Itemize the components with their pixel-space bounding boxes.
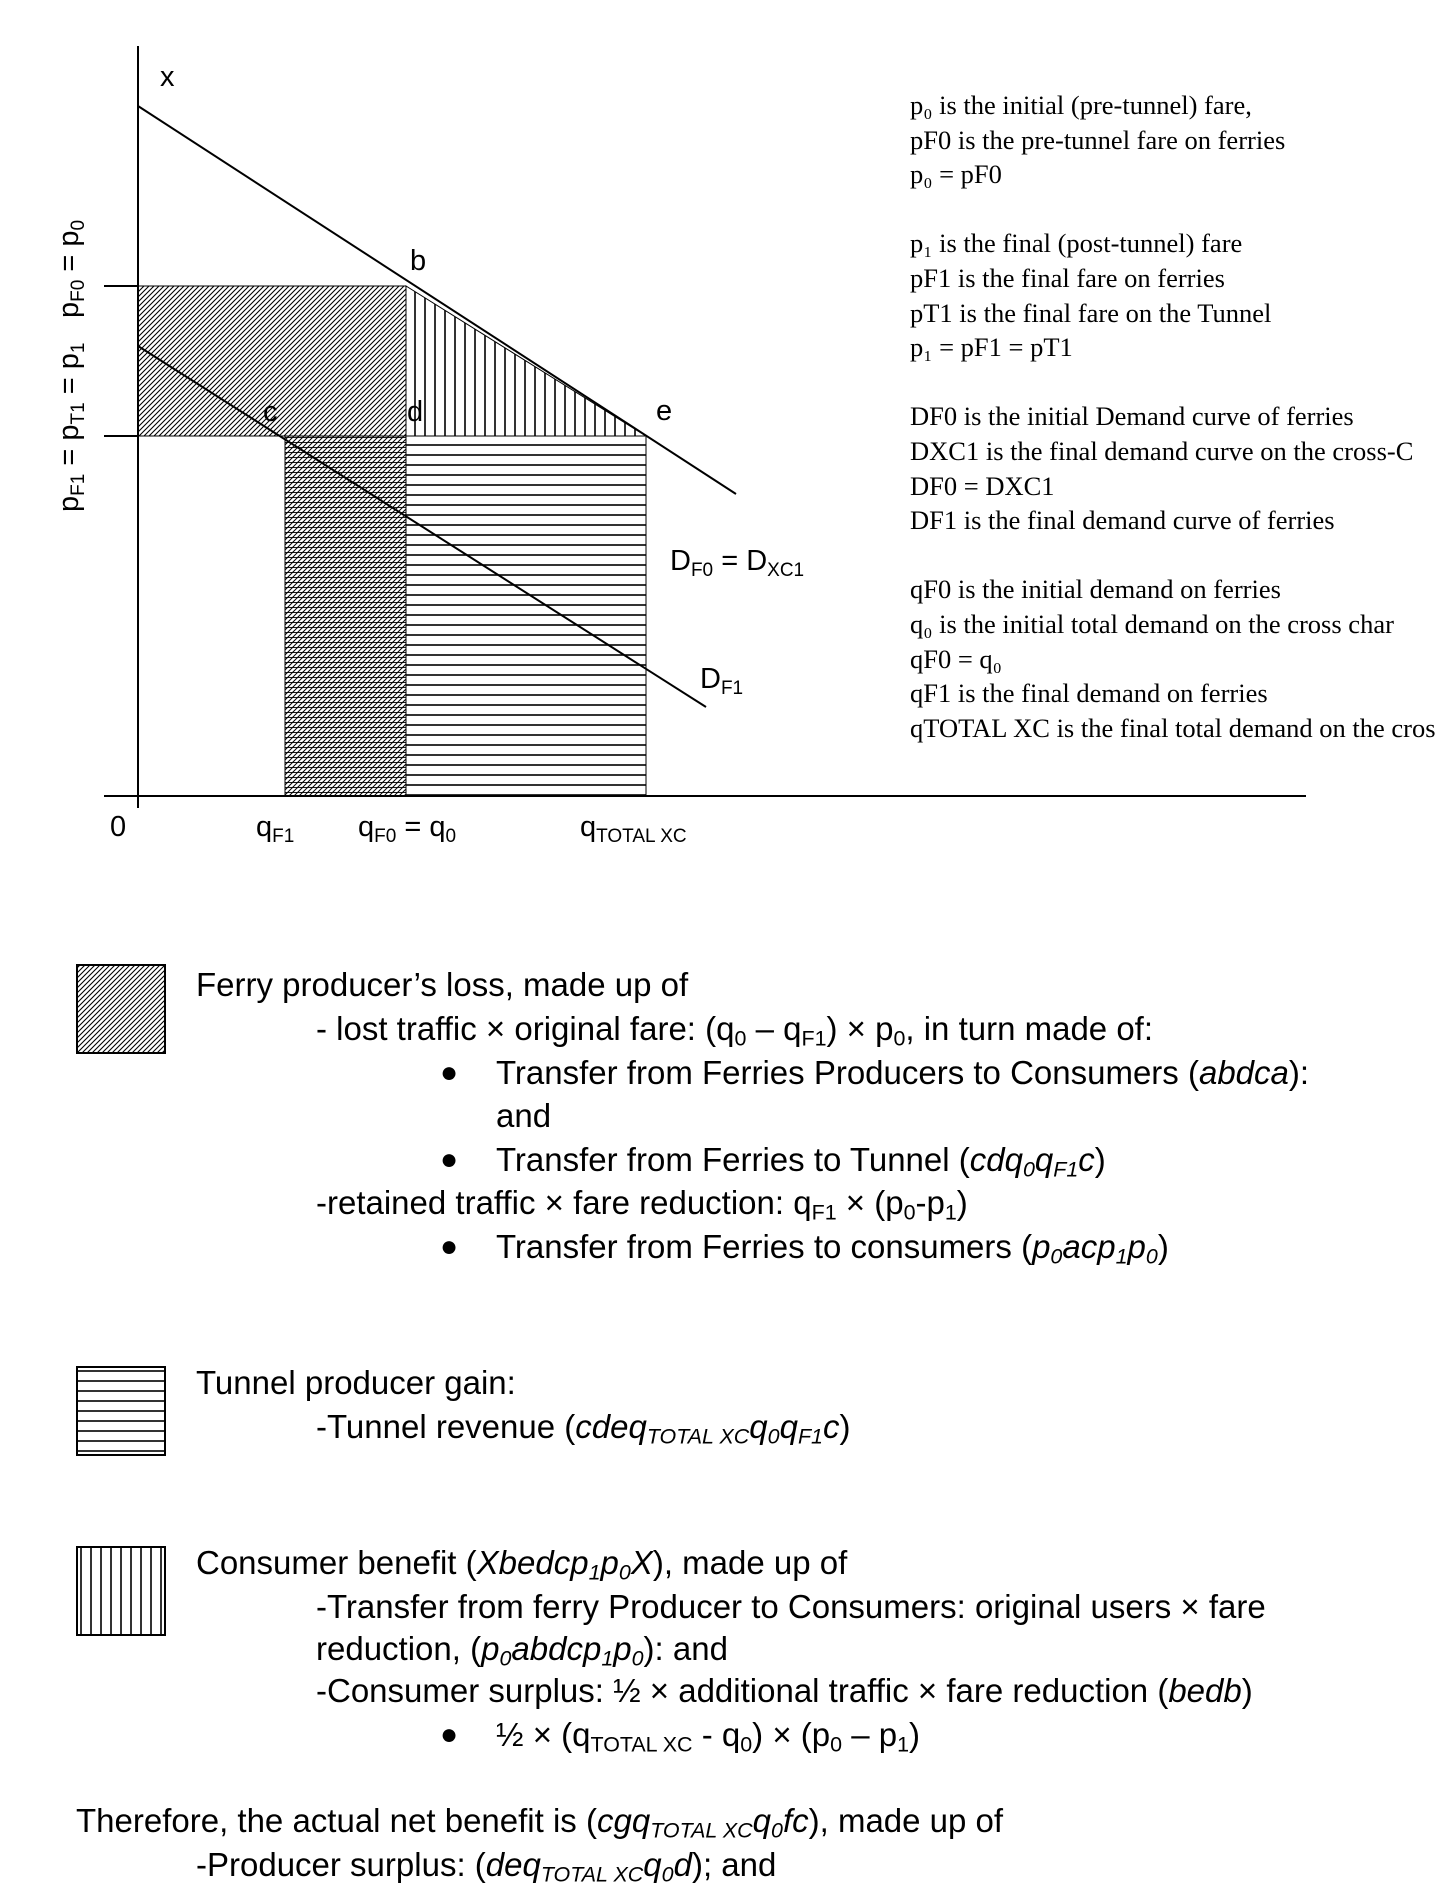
consumer-benefit-bullet-formula: ½ × $(q_{TOTAL XC} - q_0) \times (p_0 - p_1)$ [496, 1716, 921, 1757]
ferry-loss-bullet-2: Transfer from Ferries to Tunnel $(cdq_0q_{F1}c)$ [496, 1141, 1106, 1182]
producer-surplus-line: -Producer surplus: $(deq_{TOTAL XC}q_0d)$; and [196, 1846, 777, 1887]
definition-line: p₁ = pF1 = pT1 [910, 332, 1073, 363]
definition-line: p₀ is the initial (pre-tunnel) fare, [910, 90, 1252, 120]
definition-line: pT1 is the final fare on the Tunnel [910, 297, 1272, 328]
definition-line: pF0 is the pre-tunnel fare on ferries [910, 124, 1286, 155]
origin-label: 0 [110, 811, 127, 843]
consumer-benefit-surplus-line: -Consumer surplus: ½ × additional traffic × fare reduction (bedb) [316, 1672, 1253, 1709]
tunnel-gain-swatch [76, 1366, 166, 1456]
definitions-group-fares-final [910, 226, 1456, 364]
definition-line: DF0 = DXC1 [910, 470, 1055, 501]
definition-line: DXC1 is the final demand curve on the cross-C [910, 435, 1414, 466]
definition-line: qF1 is the final demand on ferries [910, 678, 1268, 709]
consumer-benefit-transfer-line: -Transfer from ferry Producer to Consumers: original users × fare [316, 1588, 1266, 1625]
ferry-loss-bullet-1: Transfer from Ferries Producers to Consumers (abdca): [496, 1054, 1310, 1091]
definitions-group-fares-initial [910, 88, 1456, 192]
ferry-loss-title: Ferry producer’s loss, made up of [196, 966, 689, 1003]
ferry-loss-bullet-1-cont: and [496, 1097, 552, 1134]
consumer-benefit-swatch [76, 1546, 166, 1636]
definition-line: p₀ = pF0 [910, 159, 1002, 190]
ferry-loss-line-retained: -retained traffic × fare reduction: $q_{F1} \times (p_0-p_1)$ [316, 1184, 968, 1225]
ferry-loss-bullet-3: Transfer from Ferries to consumers $(p_0acp_1p_0)$ [496, 1228, 1169, 1269]
y-axis-label-p1: $p_{F1} = p_{T1} = p_1$ [53, 342, 89, 512]
definition-line: pF1 is the final fare on ferries [910, 262, 1225, 293]
tunnel-revenue-area [406, 436, 646, 796]
tunnel-gain-revenue-line: -Tunnel revenue $(cdeq_{TOTAL XC}q_0q_{F1}c)$ [316, 1408, 851, 1449]
consumer-triangle-area [406, 286, 646, 436]
definition-line: qF0 = q₀ [910, 643, 1002, 674]
tunnel-gain-title: Tunnel producer gain: [196, 1364, 516, 1401]
definitions-group-quantities [910, 572, 1456, 745]
net-benefit-line: Therefore, the actual net benefit is $(cgq_{TOTAL XC}q_0fc)$, made up of [76, 1802, 1004, 1843]
definition-line: p₁ is the final (post-tunnel) fare [910, 228, 1243, 259]
bullet-icon: ● [440, 1056, 459, 1089]
bullet-icon: ● [440, 1143, 459, 1176]
ferry-loss-line-lost-traffic: - lost traffic × original fare: $(q_0 - q_{F1}) \times p_0$, in turn made of: [316, 1010, 1154, 1051]
definitions-group-demand-curves [910, 399, 1456, 537]
consumer-benefit-title: Consumer benefit $(Xbedcp_1p_0X)$, made up of [196, 1544, 848, 1585]
bullet-icon: ● [440, 1230, 459, 1263]
definition-line: qTOTAL XC is the final total demand on the cros [910, 712, 1436, 743]
transfer-area [285, 436, 406, 796]
y-axis-label-p0: $p_{F0} = p_0$ [53, 219, 89, 318]
definitions-panel [910, 88, 1456, 780]
x-tick-qtotal: $q_{TOTAL XC}$ [580, 811, 687, 847]
curve-label-df1: $D_{F1}$ [700, 663, 744, 699]
point-b-label: b [410, 245, 427, 277]
point-d-label: d [407, 396, 424, 428]
point-x-label: x [160, 61, 175, 93]
ferry-loss-swatch [76, 964, 166, 1054]
point-c-label: c [263, 396, 278, 428]
x-tick-qf0-q0: $q_{F0} = q_0$ [358, 811, 457, 847]
bullet-icon: ● [440, 1718, 459, 1751]
curve-label-dfo-dxc1: $D_{F0} = D_{XC1}$ [670, 545, 805, 581]
definition-line: DF1 is the final demand curve of ferries [910, 505, 1335, 536]
definition-line: qF0 is the initial demand on ferries [910, 574, 1281, 605]
x-tick-qf1: $q_{F1}$ [256, 811, 295, 847]
definition-line: q₀ is the initial total demand on the cross char [910, 608, 1394, 639]
consumer-benefit-reduction-line: reduction, $(p_0abdcp_1p_0)$: and [316, 1630, 728, 1671]
point-e-label: e [656, 395, 673, 427]
definition-line: DF0 is the initial Demand curve of ferries [910, 401, 1354, 432]
